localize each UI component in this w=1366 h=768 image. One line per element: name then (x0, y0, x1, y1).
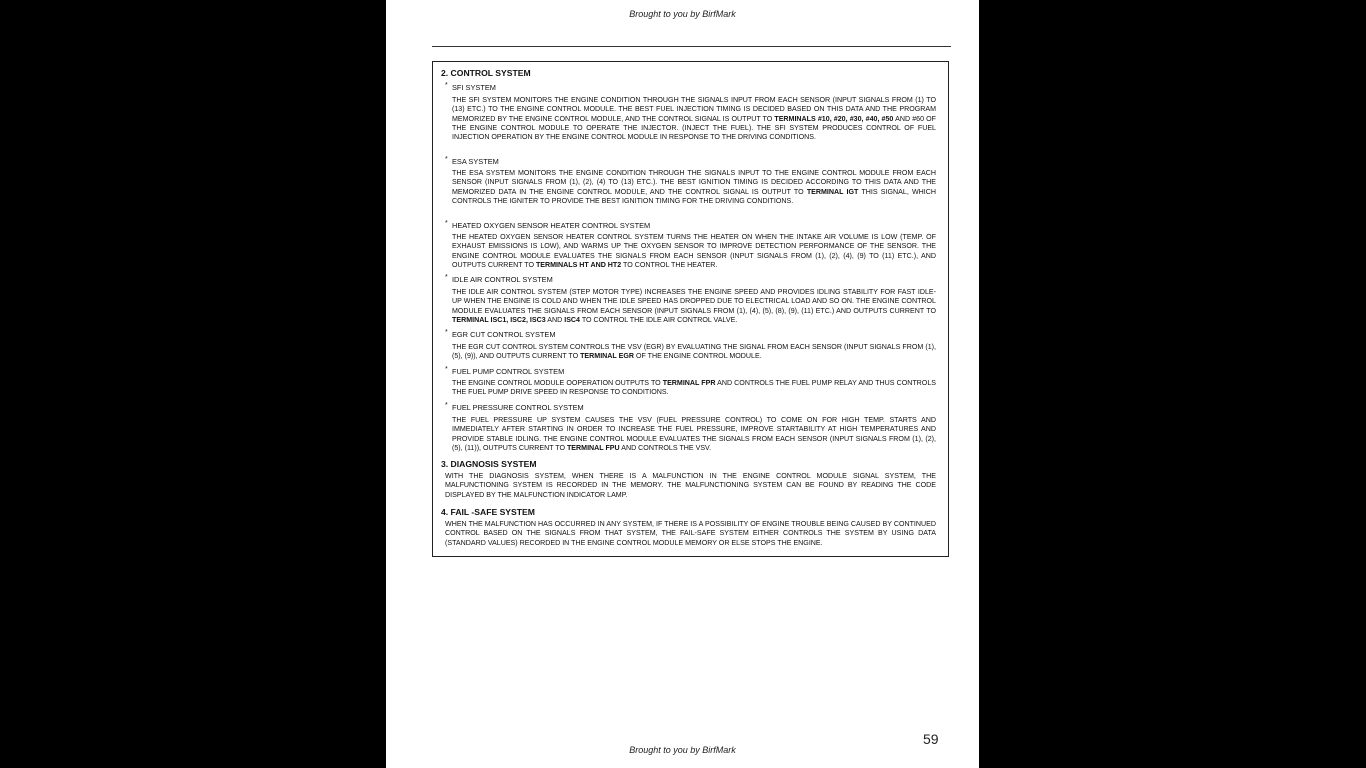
paragraph-sfi: THE SFI SYSTEM MONITORS THE ENGINE CONDITION THROUGH THE SIGNALS INPUT FROM EACH SENSOR (INPUT SIGNALS FROM (1) TO (13) ETC.) TO THE ENGINE CONTROL MODULE. THE BEST FUEL INJECTION TIMING IS DECIDED BASED ON THIS DATA AND THE PROGRAM MEMORIZED BY THE ENGINE CONTROL MODULE, AND THE CONTROL SIGNAL IS OUTPUT TO TERMINALS #10, #20, #30, #40, #50 AND #60 OF THE ENGINE CONTROL MODULE TO OPERATE THE INJECTOR. (INJECT THE FUEL). THE SFI SYSTEM PRODUCES CONTROL OF FUEL INJECTION OPERATION BY THE ENGINE CONTROL MODULE IN RESPONSE TO THE DRIVING CONDITIONS. (452, 96, 937, 141)
page-number: 59 (923, 731, 939, 747)
paragraph-diagnosis: WITH THE DIAGNOSIS SYSTEM, WHEN THERE IS A MALFUNCTION IN THE ENGINE CONTROL MODULE SIGNAL SYSTEM, THE MALFUNCTIONING SYSTEM IS RECORDED IN THE MEMORY. THE MALFUNCTIONING SYSTEM CAN BE FOUND BY READING THE CODE DISPLAYED BY THE MALFUNCTION INDICATOR LAMP. (445, 472, 936, 499)
bullet-egr-title: EGR CUT CONTROL SYSTEM (452, 330, 556, 339)
bullet-esa-title: ESA SYSTEM (452, 157, 499, 166)
paragraph-egr: THE EGR CUT CONTROL SYSTEM CONTROLS THE VSV (EGR) BY EVALUATING THE SIGNAL FROM EACH SENSOR (INPUT SIGNALS FROM (1), (5), (9)), AND OUTPUTS CURRENT TO TERMINAL EGR OF THE ENGINE CONTROL MODULE. (452, 343, 936, 361)
bullet-fuel-pressure-title: FUEL PRESSURE CONTROL SYSTEM (452, 403, 584, 412)
paragraph-fail-safe: WHEN THE MALFUNCTION HAS OCCURRED IN ANY SYSTEM, IF THERE IS A POSSIBILITY OF ENGINE TROUBLE BEING CAUSED BY CONTINUED CONTROL BASED ON THE SIGNALS FROM THAT SYSTEM, THE FAIL-SAFE SYSTEM EITHER CONTROLS THE SYSTEM BY USING DATA (STANDARD VALUES) RECORDED IN THE ENGINE CONTROL MODULE MEMORY OR ELSE STOPS THE ENGINE. (445, 520, 936, 547)
paragraph-fuel-pressure: THE FUEL PRESSURE UP SYSTEM CAUSES THE VSV (FUEL PRESSURE CONTROL) TO COME ON FOR HIGH TEMP. STARTS AND IMMEDIATELY AFTER STARTING IN ORDER TO INCREASE THE FUEL PRESSURE, IMPROVE STARTABILITY AT HIGH TEMPERATURES AND PROVIDE STABLE IDLING. THE ENGINE CONTROL MODULE EVALUATES THE SIGNALS FROM EACH SENSOR (INPUT SIGNALS FROM (1), (2), (5), (11)), OUTPUTS CURRENT TO TERMINAL FPU AND CONTROLS THE VSV. (452, 416, 936, 452)
bullet-idle-title: IDLE AIR CONTROL SYSTEM (452, 275, 553, 284)
paragraph-oxygen: THE HEATED OXYGEN SENSOR HEATER CONTROL SYSTEM TURNS THE HEATER ON WHEN THE INTAKE AIR VOLUME IS LOW (TEMP. OF EXHAUST EMISSIONS IS LOW), AND WARMS UP THE OXYGEN SENSOR TO IMPROVE DETECTION PERFORMANCE OF THE SENSOR. THE ENGINE CONTROL MODULE EVALUATES THE SIGNALS FROM EACH SENSOR (INPUT SIGNALS FROM (1), (2), (4), (9) TO (11) ETC.), AND OUTPUTS CURRENT TO TERMINALS HT AND HT2 TO CONTROL THE HEATER. (452, 233, 936, 269)
header-rule (432, 46, 951, 47)
document-page: Brought to you by BirfMark 2. CONTROL SYSTEM * SFI SYSTEM THE SFI SYSTEM MONITORS THE ENGINE CONDITION THROUGH THE SIGNALS INPUT FROM EACH SENSOR (INPUT SIGNALS FROM (1) TO (13) ETC.) TO THE ENGINE CONTROL MODULE. THE BEST FUEL INJECTION TIMING IS DECIDED BASED ON THIS DATA AND THE PROGRAM MEMORIZED BY THE ENGINE CONTROL MODULE, AND THE CONTROL SIGNAL IS OUTPUT TO TERMINALS #10, #20, #30, #40, #50 AND #60 OF THE ENGINE CONTROL MODULE TO OPERATE THE INJECTOR. (INJECT THE FUEL). THE SFI SYSTEM PRODUCES CONTROL OF FUEL INJECTION OPERATION BY THE ENGINE CONTROL MODULE IN RESPONSE TO THE DRIVING CONDITIONS. * ESA SYSTEM THE ESA SYSTEM MONITORS THE ENGINE CONDITION THROUGH THE SIGNALS INPUT TO THE ENGINE CONTROL MODULE FROM EACH SENSOR (INPUT SIGNALS FROM (1), (2), (4) TO (13) ETC.). THE BEST IGNITION TIMING IS DECIDED ACCORDING TO THIS DATA AND THE MEMORIZED DATA IN THE ENGINE CONTROL MODULE, AND THE CONTROL SIGNAL IS OUTPUT TO TERMINAL IGT THIS SIGNAL, WHICH CONTROLS THE IGNITER TO PROVIDE THE BEST IGNITION TIMING FOR THE DRIVING CONDITIONS. * HEATED OXYGEN SENSOR HEATER CONTROL SYSTEM THE HEATED OXYGEN SENSOR HEATER CONTROL SYSTEM TURNS THE HEATER ON WHEN THE INTAKE AIR VOLUME IS LOW (TEMP. OF EXHAUST EMISSIONS IS LOW), AND WARMS UP THE OXYGEN SENSOR TO IMPROVE DETECTION PERFORMANCE OF THE SENSOR. THE ENGINE CONTROL MODULE EVALUATES THE SIGNALS FROM EACH SENSOR (INPUT SIGNALS FROM (1), (2), (4), (9) TO (11) ETC.), AND OUTPUTS CURRENT TO TERMINALS HT AND HT2 TO CONTROL THE HEATER. * IDLE AIR CONTROL SYSTEM THE IDLE AIR CONTROL SYSTEM (STEP MOTOR TYPE) INCREASES THE ENGINE SPEED AND PROVIDES IDLING STABILITY FOR FAST IDLE-UP WHEN THE ENGINE IS COLD AND WHEN THE IDLE SPEED HAS DROPPED DUE TO ELECTRICAL LOAD AND SO ON. THE ENGINE CONTROL MODULE EVALUATES THE SIGNALS FROM EACH SENSOR (INPUT SIGNALS FROM (1), (4), (5), (8), (9), (11) ETC.) AND OUTPUTS CURRENT TO TERMINAL ISC1, ISC2, ISC3 AND ISC4 TO CONTROL THE IDLE AIR CONTROL VALVE. * EGR CUT CONTROL SYSTEM THE EGR CUT CONTROL SYSTEM CONTROLS THE VSV (EGR) BY EVALUATING THE SIGNAL FROM EACH SENSOR (INPUT SIGNALS FROM (1), (5), (9)), AND OUTPUTS CURRENT TO TERMINAL EGR OF THE ENGINE CONTROL MODULE. * FUEL PUMP CONTROL SYSTEM THE ENGINE CONTROL MODULE OOPERATION OUTPUTS TO TERMINAL FPR AND CONTROLS THE FUEL PUMP RELAY AND THUS CONTROLS THE FUEL PUMP DRIVE SPEED IN RESPONSE TO CONDITIONS. * FUEL PRESSURE CONTROL SYSTEM THE FUEL PRESSURE UP SYSTEM CAUSES THE VSV (FUEL PRESSURE CONTROL) TO COME ON FOR HIGH TEMP. STARTS AND IMMEDIATELY AFTER STARTING IN ORDER TO INCREASE THE FUEL PRESSURE, IMPROVE STARTABILITY AT HIGH TEMPERATURES AND PROVIDE STABLE IDLING. THE ENGINE CONTROL MODULE EVALUATES THE SIGNALS FROM EACH SENSOR (INPUT SIGNALS FROM (1), (2), (5), (11)), OUTPUTS CURRENT TO TERMINAL FPU AND CONTROLS THE VSV. 3. DIAGNOSIS SYSTEM WITH THE DIAGNOSIS SYSTEM, WHEN THERE IS A MALFUNCTION IN THE ENGINE CONTROL MODULE SIGNAL SYSTEM, THE MALFUNCTIONING SYSTEM IS RECORDED IN THE MEMORY. THE MALFUNCTIONING SYSTEM CAN BE FOUND BY READING THE CODE DISPLAYED BY THE MALFUNCTION INDICATOR LAMP. 4. FAIL -SAFE SYSTEM WHEN THE MALFUNCTION HAS OCCURRED IN ANY SYSTEM, IF THERE IS A POSSIBILITY OF ENGINE TROUBLE BEING CAUSED BY CONTINUED CONTROL BASED ON THE SIGNALS FROM THAT SYSTEM, THE FAIL-SAFE SYSTEM EITHER CONTROLS THE SYSTEM BY USING DATA (STANDARD VALUES) RECORDED IN THE ENGINE CONTROL MODULE MEMORY OR ELSE STOPS THE ENGINE. 59 Brought to you by BirfMark (386, 0, 979, 768)
bullet-sfi-title: SFI SYSTEM (452, 83, 496, 92)
section-heading-fail-safe: 4. FAIL -SAFE SYSTEM (441, 507, 535, 517)
paragraph-esa: THE ESA SYSTEM MONITORS THE ENGINE CONDITION THROUGH THE SIGNALS INPUT TO THE ENGINE CONTROL MODULE FROM EACH SENSOR (INPUT SIGNALS FROM (1), (2), (4) TO (13) ETC.). THE BEST IGNITION TIMING IS DECIDED ACCORDING TO THIS DATA AND THE MEMORIZED DATA IN THE ENGINE CONTROL MODULE, AND THE CONTROL SIGNAL IS OUTPUT TO TERMINAL IGT THIS SIGNAL, WHICH CONTROLS THE IGNITER TO PROVIDE THE BEST IGNITION TIMING FOR THE DRIVING CONDITIONS. (452, 169, 937, 205)
section-heading-diagnosis: 3. DIAGNOSIS SYSTEM (441, 459, 537, 469)
paragraph-fuel-pump: THE ENGINE CONTROL MODULE OOPERATION OUTPUTS TO TERMINAL FPR AND CONTROLS THE FUEL PUMP RELAY AND THUS CONTROLS THE FUEL PUMP DRIVE SPEED IN RESPONSE TO CONDITIONS. (452, 379, 936, 397)
section-heading-control-system: 2. CONTROL SYSTEM (441, 68, 531, 78)
footer-credit: Brought to you by BirfMark (629, 745, 736, 755)
header-credit: Brought to you by BirfMark (629, 9, 736, 19)
bullet-fuel-pump-title: FUEL PUMP CONTROL SYSTEM (452, 367, 565, 376)
paragraph-idle: THE IDLE AIR CONTROL SYSTEM (STEP MOTOR TYPE) INCREASES THE ENGINE SPEED AND PROVIDES IDLING STABILITY FOR FAST IDLE-UP WHEN THE ENGINE IS COLD AND WHEN THE IDLE SPEED HAS DROPPED DUE TO ELECTRICAL LOAD AND SO ON. THE ENGINE CONTROL MODULE EVALUATES THE SIGNALS FROM EACH SENSOR (INPUT SIGNALS FROM (1), (4), (5), (8), (9), (11) ETC.) AND OUTPUTS CURRENT TO TERMINAL ISC1, ISC2, ISC3 AND ISC4 TO CONTROL THE IDLE AIR CONTROL VALVE. (452, 288, 936, 324)
bullet-oxygen-title: HEATED OXYGEN SENSOR HEATER CONTROL SYSTEM (452, 221, 651, 230)
